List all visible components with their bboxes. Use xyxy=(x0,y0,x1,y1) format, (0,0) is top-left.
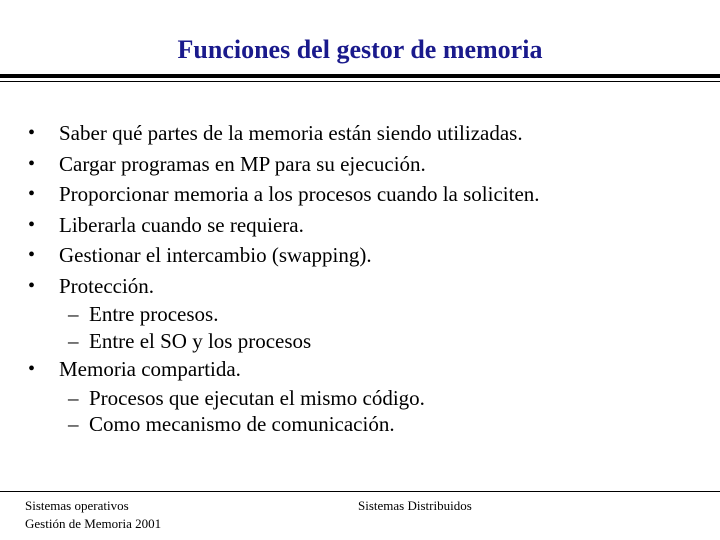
dash-icon: – xyxy=(68,412,79,436)
bullet-text: Liberarla cuando se requiera. xyxy=(59,212,304,237)
sub-list xyxy=(59,385,720,438)
bullet-item xyxy=(0,210,720,241)
bullet-text: Saber qué partes de la memoria están siendo utilizadas. xyxy=(59,121,523,145)
bullet-item xyxy=(0,118,720,149)
bullet-icon: • xyxy=(28,274,36,297)
dash-icon: – xyxy=(68,302,79,326)
sub-item-text: Entre procesos. xyxy=(89,302,219,326)
dash-icon: – xyxy=(68,328,79,353)
bullet-item xyxy=(0,354,720,438)
footer-center: Sistemas Distribuidos xyxy=(358,498,472,513)
footer-course: Sistemas operativos xyxy=(25,498,129,513)
bullet-icon: • xyxy=(28,183,36,205)
sub-item-text: Como mecanismo de comunicación. xyxy=(89,412,395,436)
bullet-item xyxy=(0,149,720,180)
bullet-list xyxy=(0,118,720,438)
bullet-icon: • xyxy=(28,122,36,144)
bullet-item xyxy=(0,179,720,210)
dash-icon: – xyxy=(68,385,79,410)
sub-item xyxy=(59,411,720,438)
bullet-text: Memoria compartida. xyxy=(59,357,241,381)
title-rule-thin xyxy=(0,81,720,82)
sub-item xyxy=(59,385,720,412)
bullet-item xyxy=(0,240,720,271)
sub-item-text: Procesos que ejecutan el mismo código. xyxy=(89,385,425,410)
sub-item xyxy=(59,328,720,355)
bullet-icon: • xyxy=(28,244,36,266)
bullet-item xyxy=(0,271,720,355)
bullet-icon: • xyxy=(28,213,36,236)
sub-item-text: Entre el SO y los procesos xyxy=(89,328,312,353)
slide-title: Funciones del gestor de memoria xyxy=(177,35,543,64)
sub-item xyxy=(59,301,720,328)
bullet-text: Cargar programas en MP para su ejecución. xyxy=(59,151,426,176)
bullet-text: Gestionar el intercambio (swapping). xyxy=(59,243,372,267)
title-rule-thick xyxy=(0,74,720,78)
bullet-icon: • xyxy=(28,358,36,380)
sub-list xyxy=(59,301,720,354)
bullet-icon: • xyxy=(28,152,36,175)
bullet-text: Proporcionar memoria a los procesos cuando la soliciten. xyxy=(59,182,540,206)
footer-rule xyxy=(0,491,720,492)
footer-topic: Gestión de Memoria 2001 xyxy=(25,516,162,531)
footer-left xyxy=(25,497,161,533)
bullet-text: Protección. xyxy=(59,273,155,298)
